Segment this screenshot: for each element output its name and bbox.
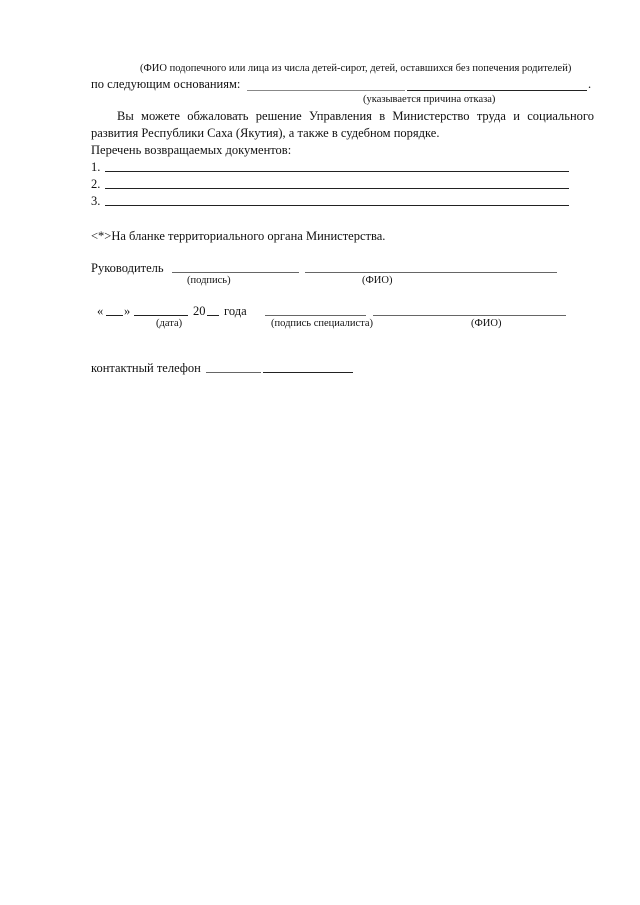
date-month-line bbox=[134, 315, 188, 316]
basis-end: . bbox=[588, 77, 592, 91]
specialist-fio-caption: (ФИО) bbox=[471, 318, 502, 329]
head-label: Руководитель bbox=[91, 261, 164, 275]
doc-item-3-number: 3. bbox=[91, 194, 101, 208]
phone-line-1 bbox=[206, 372, 261, 373]
date-caption: (дата) bbox=[156, 318, 183, 329]
date-year-prefix: 20 bbox=[193, 304, 206, 318]
doc-item-2-number: 2. bbox=[91, 177, 101, 191]
date-year-line bbox=[207, 315, 219, 316]
doc-item-3-line bbox=[105, 205, 569, 206]
doc-item-1-number: 1. bbox=[91, 160, 101, 174]
specialist-fio-line bbox=[373, 315, 566, 316]
basis-label: по следующим основаниям: bbox=[91, 77, 241, 91]
date-quote-close: » bbox=[124, 304, 131, 318]
head-fio-line bbox=[305, 272, 557, 273]
specialist-signature-caption: (подпись специалиста) bbox=[271, 318, 374, 329]
specialist-signature-line bbox=[265, 315, 366, 316]
date-year-word: года bbox=[224, 304, 247, 318]
footnote: <*>На бланке территориального органа Министерства. bbox=[91, 229, 386, 243]
date-quote-open: « bbox=[97, 304, 104, 318]
recipient-fio-caption: (ФИО подопечного или лица из числа детей-сирот, детей, оставшихся без попечения родителей) bbox=[140, 63, 572, 74]
doc-item-1-line bbox=[105, 171, 569, 172]
basis-line-1 bbox=[247, 90, 405, 91]
appeal-paragraph: Вы можете обжаловать решение Управления в Министерство труда и социального развития Республики Саха (Якутия), а также в судебном порядке. bbox=[91, 109, 594, 140]
phone-label: контактный телефон bbox=[91, 361, 201, 375]
head-signature-caption: (подпись) bbox=[187, 275, 231, 286]
head-signature-line bbox=[172, 272, 299, 273]
date-day-line bbox=[106, 315, 123, 316]
phone-line-2 bbox=[263, 372, 353, 373]
head-fio-caption: (ФИО) bbox=[362, 275, 393, 286]
basis-caption: (указывается причина отказа) bbox=[363, 94, 496, 105]
docs-heading: Перечень возвращаемых документов: bbox=[91, 143, 292, 157]
basis-line-2 bbox=[407, 90, 587, 91]
doc-item-2-line bbox=[105, 188, 569, 189]
